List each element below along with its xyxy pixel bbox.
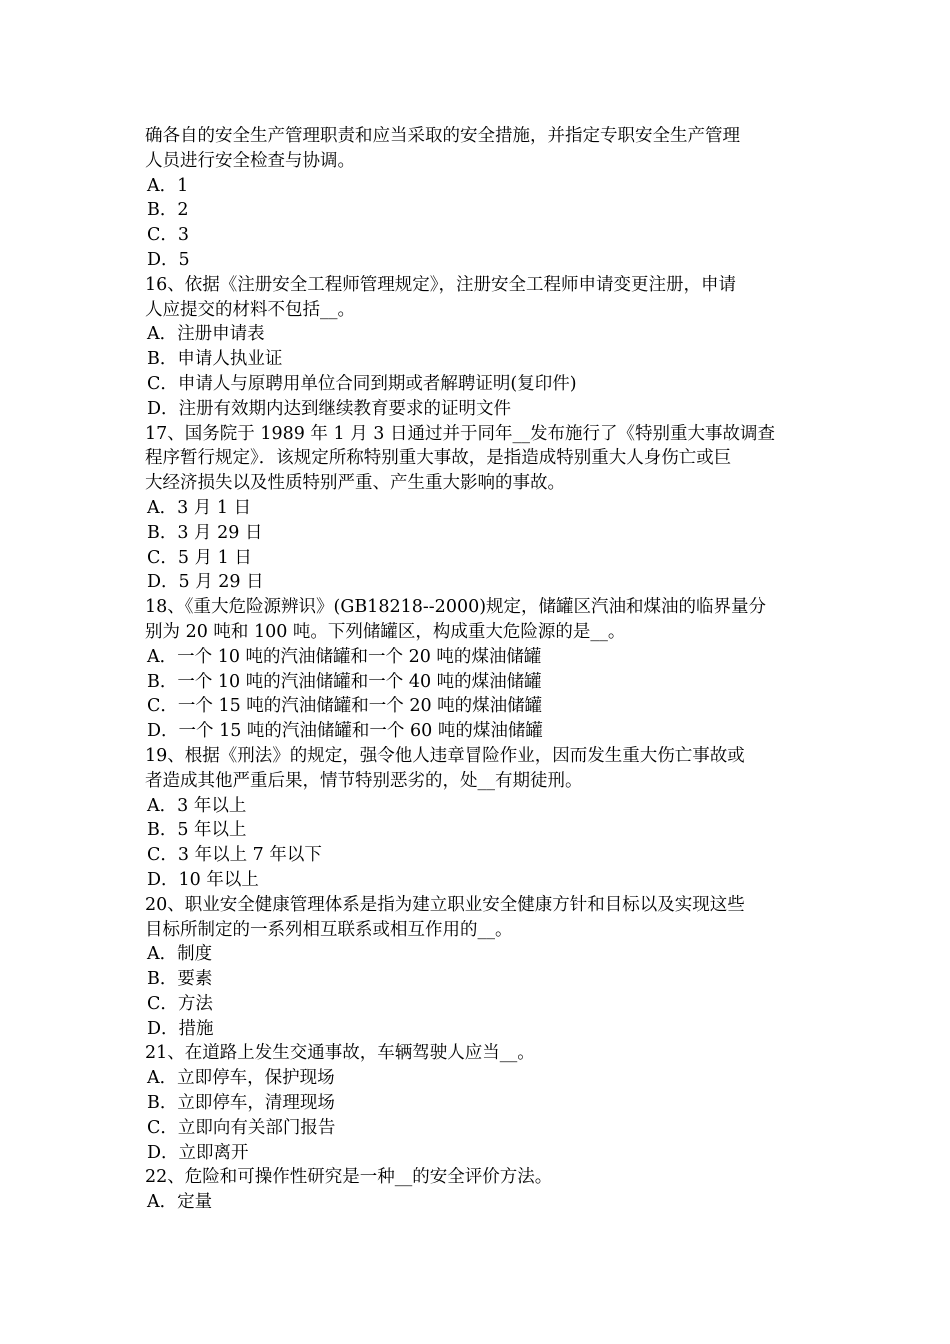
- option-line: C．3: [147, 225, 190, 246]
- option-line: D．一个 15 吨的汽油储罐和一个 60 吨的煤油储罐: [147, 721, 543, 742]
- option-line: C．一个 15 吨的汽油储罐和一个 20 吨的煤油储罐: [147, 696, 543, 717]
- option-line: D．10 年以上: [147, 869, 259, 890]
- option-line: B．3 月 29 日: [147, 522, 263, 543]
- question-line: 16、依据《注册安全工程师管理规定》，注册安全工程师申请变更注册，申请: [145, 274, 737, 295]
- option-line: B．5 年以上: [147, 820, 247, 841]
- option-line: B．立即停车，清理现场: [147, 1093, 335, 1114]
- option-line: D．5 月 29 日: [147, 572, 264, 593]
- paragraph-line: 程序暂行规定》．该规定所称特别重大事故，是指造成特别重大人身伤亡或巨: [145, 448, 732, 469]
- paragraph-line: 大经济损失以及性质特别严重、产生重大影响的事故。: [145, 473, 565, 494]
- option-line: C．5 月 1 日: [147, 547, 252, 568]
- paragraph-line: 人员进行安全检查与协调。: [145, 150, 355, 171]
- option-line: A．1: [147, 175, 189, 196]
- question-line: 18、《重大危险源辨识》(GB18218--2000)规定，储罐区汽油和煤油的临界量分: [145, 597, 767, 618]
- question-line: 19、根据《刑法》的规定，强令他人违章冒险作业，因而发生重大伤亡事故或: [145, 745, 745, 766]
- option-line: A．注册申请表: [147, 324, 265, 345]
- question-line: 17、国务院于 1989 年 1 月 3 日通过并于同年__发布施行了《特别重大事故调查: [145, 423, 775, 444]
- paragraph-line: 确各自的安全生产管理职责和应当采取的安全措施，并指定专职安全生产管理: [145, 126, 740, 146]
- option-line: A．3 月 1 日: [147, 497, 252, 518]
- option-line: A．立即停车，保护现场: [147, 1068, 335, 1089]
- option-line: B．申请人执业证: [147, 349, 283, 370]
- option-line: D．措施: [147, 1018, 214, 1039]
- question-line: 22、危险和可操作性研究是一种__的安全评价方法。: [145, 1167, 553, 1188]
- option-line: B．一个 10 吨的汽油储罐和一个 40 吨的煤油储罐: [147, 671, 542, 692]
- option-line: C．立即向有关部门报告: [147, 1117, 336, 1138]
- question-line: 20、职业安全健康管理体系是指为建立职业安全健康方针和目标以及实现这些: [145, 894, 745, 915]
- option-line: B．要素: [147, 969, 213, 990]
- option-line: B．2: [147, 200, 189, 221]
- option-line: D．5: [147, 249, 190, 270]
- paragraph-line: 目标所制定的一系列相互联系或相互作用的__。: [145, 919, 513, 940]
- document-page: [145, 124, 809, 1215]
- option-line: A．3 年以上: [147, 795, 247, 816]
- paragraph-line: 者造成其他严重后果，情节特别恶劣的，处__有期徒刑。: [145, 770, 583, 791]
- option-line: C．3 年以上 7 年以下: [147, 845, 322, 866]
- option-line: C．方法: [147, 993, 213, 1014]
- paragraph-line: 别为 20 吨和 100 吨。下列储罐区，构成重大危险源的是__。: [145, 621, 626, 642]
- question-line: 21、在道路上发生交通事故，车辆驾驶人应当__。: [145, 1043, 535, 1064]
- option-line: A．制度: [147, 944, 213, 965]
- option-line: A．一个 10 吨的汽油储罐和一个 20 吨的煤油储罐: [147, 646, 542, 667]
- option-line: D．立即离开: [147, 1142, 249, 1163]
- option-line: C．申请人与原聘用单位合同到期或者解聘证明(复印件): [147, 373, 577, 394]
- option-line: D．注册有效期内达到继续教育要求的证明文件: [147, 398, 512, 419]
- option-line: A．定量: [147, 1192, 213, 1213]
- paragraph-line: 人应提交的材料不包括__。: [145, 299, 355, 320]
